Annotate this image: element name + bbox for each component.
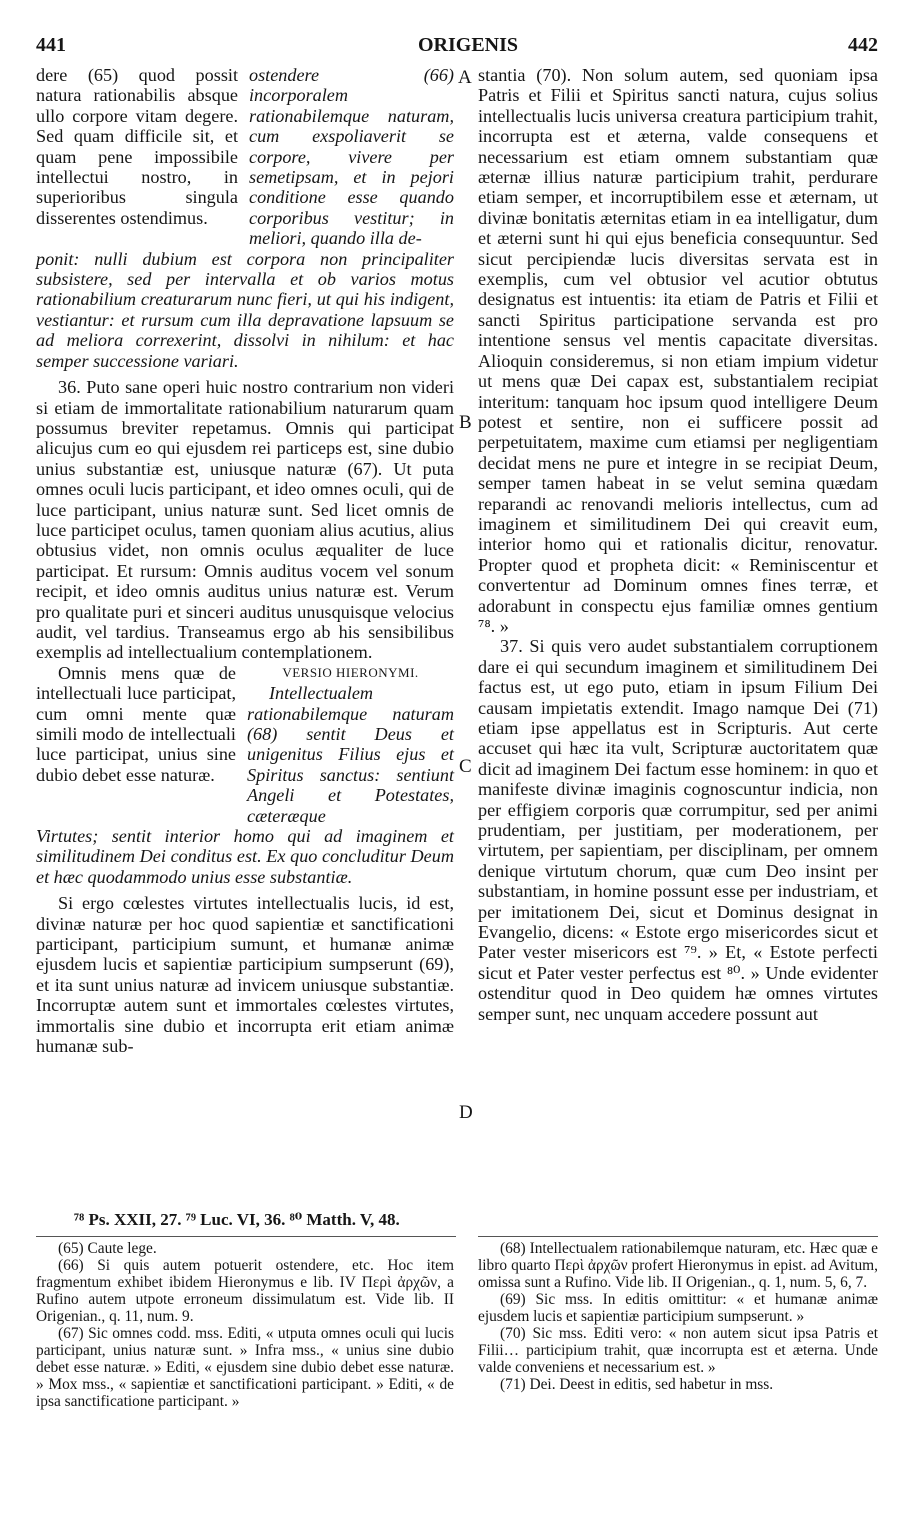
margin-marker-a: A (458, 67, 472, 88)
margin-marker-c: C (459, 756, 472, 777)
paragraph-37: 37. Si quis vero audet substantialem corruptionem dare ei qui secundum imaginem et similitudinem Dei factus est, ut ego puto, etiam in ipsum Filium Dei causam impietatis extendit. Imago namque Dei (71) etiam ipse appellatus est in Scripturis. Aut certe accuset qui hæc ita vult, Scripturæ auctoritatem quæ dicit ad imaginem Dei factum esse hominem: in quo et manifeste divinæ imaginis cognoscuntur indicia, non per effigiem corporis quæ corrumpitur, sed per animi prudentiam, per justitiam, per moderationem, per virtutem, per sapientiam, per disciplinam, per omnem denique virtutum chorum, quæ cum Deo insint per substantiam, in homine possunt esse per industriam, et per imitationem Dei, sicut et Dominus designat in Evangelio, dicens: « Estote ergo misericordes sicut et Pater vester misericors est ⁷⁹. » Et, « Estote perfecti sicut et Pater vester perfectus est ⁸⁰. » Unde evidenter ostenditur quod in Deo quidem hæ omnes virtutes semper sunt, nec unquam accedere possunt aut (478, 636, 878, 1024)
page-header (0, 34, 909, 60)
footnotes-left (36, 1240, 454, 1410)
footnote-70: (70) Sic mss. Editi vero: « non autem sicut ipsa Patris et Filii… participium trahit, quæ incorrupta est et æterna. Unde valde conveniens et necessarium est. » (478, 1325, 878, 1376)
jerome-version-2-continued: Virtutes; sentit interior homo qui ad imaginem et similitudinem Dei conditus est. Ex quo concluditur Deum et hæc quodammodo unius esse substantiæ. (36, 826, 454, 887)
footnote-67: (67) Sic omnes codd. mss. Editi, « utputa omnes oculi qui lucis participant, unius naturæ sunt. » Infra mss., « unius sine dubio debet esse naturæ. » Editi, « ejusdem sine dubio debet esse naturæ. » Mox mss., « sapientiæ et sanctificationi participant. » Editi, « de ipsa sanctificatione participant. » (36, 1325, 454, 1410)
footnote-rule-left (36, 1236, 456, 1237)
latin-text-1: dere (65) quod possit natura rationabilis absque ullo corpore vitam degere. Sed quam difficile sit, et quam pene impossibile intellectui nostro, in superioribus singula disserentes ostendimus. (36, 65, 238, 228)
jerome-version-1-continued: ponit: nulli dubium est corpora non principaliter subsistere, sed per intervalla et ob varios motus rationabilium creaturarum nunc fieri, ut qui his indigent, vestiantur: et rursum cum illa depravatione lapsuum se ad meliora correxerint, dissolvi in nihilum: et hac semper successione variari. (36, 248, 454, 371)
jerome-version-2: Intellectualem rationabilemque naturam (68) sentit Deus et unigenitus Filius ejus et Spiritus sanctus: sentiunt Angeli et Potestates, cæteræque (247, 683, 454, 826)
paragraph-36: 36. Puto sane operi huic nostro contrarium non videri si etiam de immortalitate rationabilium naturarum quam possumus breviter repetamus. Omnis qui participat alicujus cum eo qui ejusdem rei particeps est, sine dubio unius substantiæ est, uniusque naturæ (67). Ut puta omnes oculi lucis participant, et ideo omnes oculi, qui de luce participant, unius naturæ sunt. Sed licet omnis de luce participet oculus, tamen quoniam alius acutius, alius obtusius videt, non omnis oculus æqualiter de luce participat. Et rursum: Omnis auditus vocem vel sonum recipit, et ideo omnis auditus unius naturæ est. Verum pro qualitate puri et sinceri auditus unusquisque velocius audit, vel tardius. Transeamus ergo ab his sensibilibus exemplis ad intellectualium contemplationem. (36, 377, 454, 663)
versio-hieronymi-heading: VERSIO HIERONYMI. (282, 664, 419, 680)
footnote-66: (66) Si quis autem potuerit ostendere, etc. Hoc item fragmentum exhibet ibidem Hieronymus e lib. IV Περὶ ἀρχῶν, a Rufino autem utpote erroneum dissimulatum est. Vide lib. II Origenian., q. 11, num. 9. (36, 1257, 454, 1325)
right-page-number: 442 (848, 34, 878, 56)
footnotes-right (478, 1240, 878, 1393)
latin-text-2: Omnis mens quæ de intellectuali luce participat, cum omni mente quæ simili modo de intellectuali luce participat, unius sine dubio debet esse naturæ. (36, 662, 236, 785)
footnote-rule-right (478, 1236, 878, 1237)
footnote-69: (69) Sic mss. In editis omittitur: « et humanæ animæ ejusdem lucis et sapientiæ participium sumpserunt. » (478, 1291, 878, 1325)
footnote-65: (65) Caute lege. (58, 1240, 157, 1257)
margin-marker-d: D (459, 1102, 473, 1123)
right-column (478, 65, 878, 1024)
left-column (36, 65, 454, 1057)
paragraph-continuation: stantia (70). Non solum autem, sed quoniam ipsa Patris et Filii et Spiritus sancti natura, cujus solius intellectualis lucis universa creatura participium trahit, incorrupta est et æterna, valde consequens et necessarium est etiam omnem substantiam quæ æternæ illius naturæ participium trahit, perdurare etiam semper, et incorruptibilem esse et æternam, ut divinæ bonitatis æternitas etiam in ea intelligatur, dum et æterni sunt hi qui ejus beneficia consequuntur. Sed sicut percipiendæ lucis diversitas servata est in exemplis, cum vel obtusior vel acutior obtutus designatus est intuentis: ita etiam de Patris et Filii et sancti Spiritus participatione servanda est pro intentione sensus vel mentis capacitate diversitas. Alioquin consideremus, si non etiam impium videtur ut mens quæ Dei capax est, substantialem recipiat interitum: tanquam hoc ipsum quod intelligere Deum potest et sentire, non ei sufficere possit ad perpetuitatem, maxime cum etiamsi per negligentiam decidat mens ne pure et integre in se recipiat Deum, semper tamen habeat in se velut semina quædam reparandi ac renovandi melioris intellectus, cum ad imaginem et similitudinem Dei qui creavit eum, interior homo qui et rationalis dicitur, renovatur. Propter quod et propheta dicit: « Reminiscentur et convertentur ad Dominum omnes fines terræ, et adorabunt in conspectu ejus familiæ omnes gentium ⁷⁸. » (478, 65, 878, 636)
paragraph-si-ergo: Si ergo cœlestes virtutes intellectualis lucis, id est, divinæ naturæ per hoc quod sapientiæ et sanctificationi participant, participium sumunt, et humanæ animæ ejusdem lucis et sapientiæ participium sumpserunt (69), et ita sunt unius naturæ ad invicem uniusque substantiæ. Incorruptæ autem sunt et immortales cœlestes virtutes, immortalis sine dubio et incorrupta erit etiam animæ humanæ sub- (36, 893, 454, 1057)
scripture-references: ⁷⁸ Ps. XXII, 27. ⁷⁹ Luc. VI, 36. ⁸⁰ Matth. V, 48. (74, 1210, 400, 1229)
jerome-version-1: ostendere (66) incorporalem rationabilemque naturam, cum exspoliaverit se corpore, vivere per semetipsam, et in pejori conditione esse quando corporibus vestitur; in meliori, quando illa de- (249, 65, 454, 249)
footnote-71: (71) Dei. Deest in editis, sed habetur in mss. (500, 1376, 774, 1393)
footnote-68: (68) Intellectualem rationabilemque naturam, etc. Hæc quæ e libro quarto Περὶ ἀρχῶν profert Hieronymus in epist. ad Avitum, omissa sunt a Rufino. Vide lib. II Origenian., q. 1, num. 5, 6, 7. (478, 1240, 878, 1291)
running-title: ORIGENIS (418, 34, 519, 56)
left-page-number: 441 (36, 34, 66, 56)
margin-marker-b: B (459, 412, 472, 433)
parallel-block-1 (36, 65, 454, 249)
parallel-block-2 (36, 663, 454, 826)
